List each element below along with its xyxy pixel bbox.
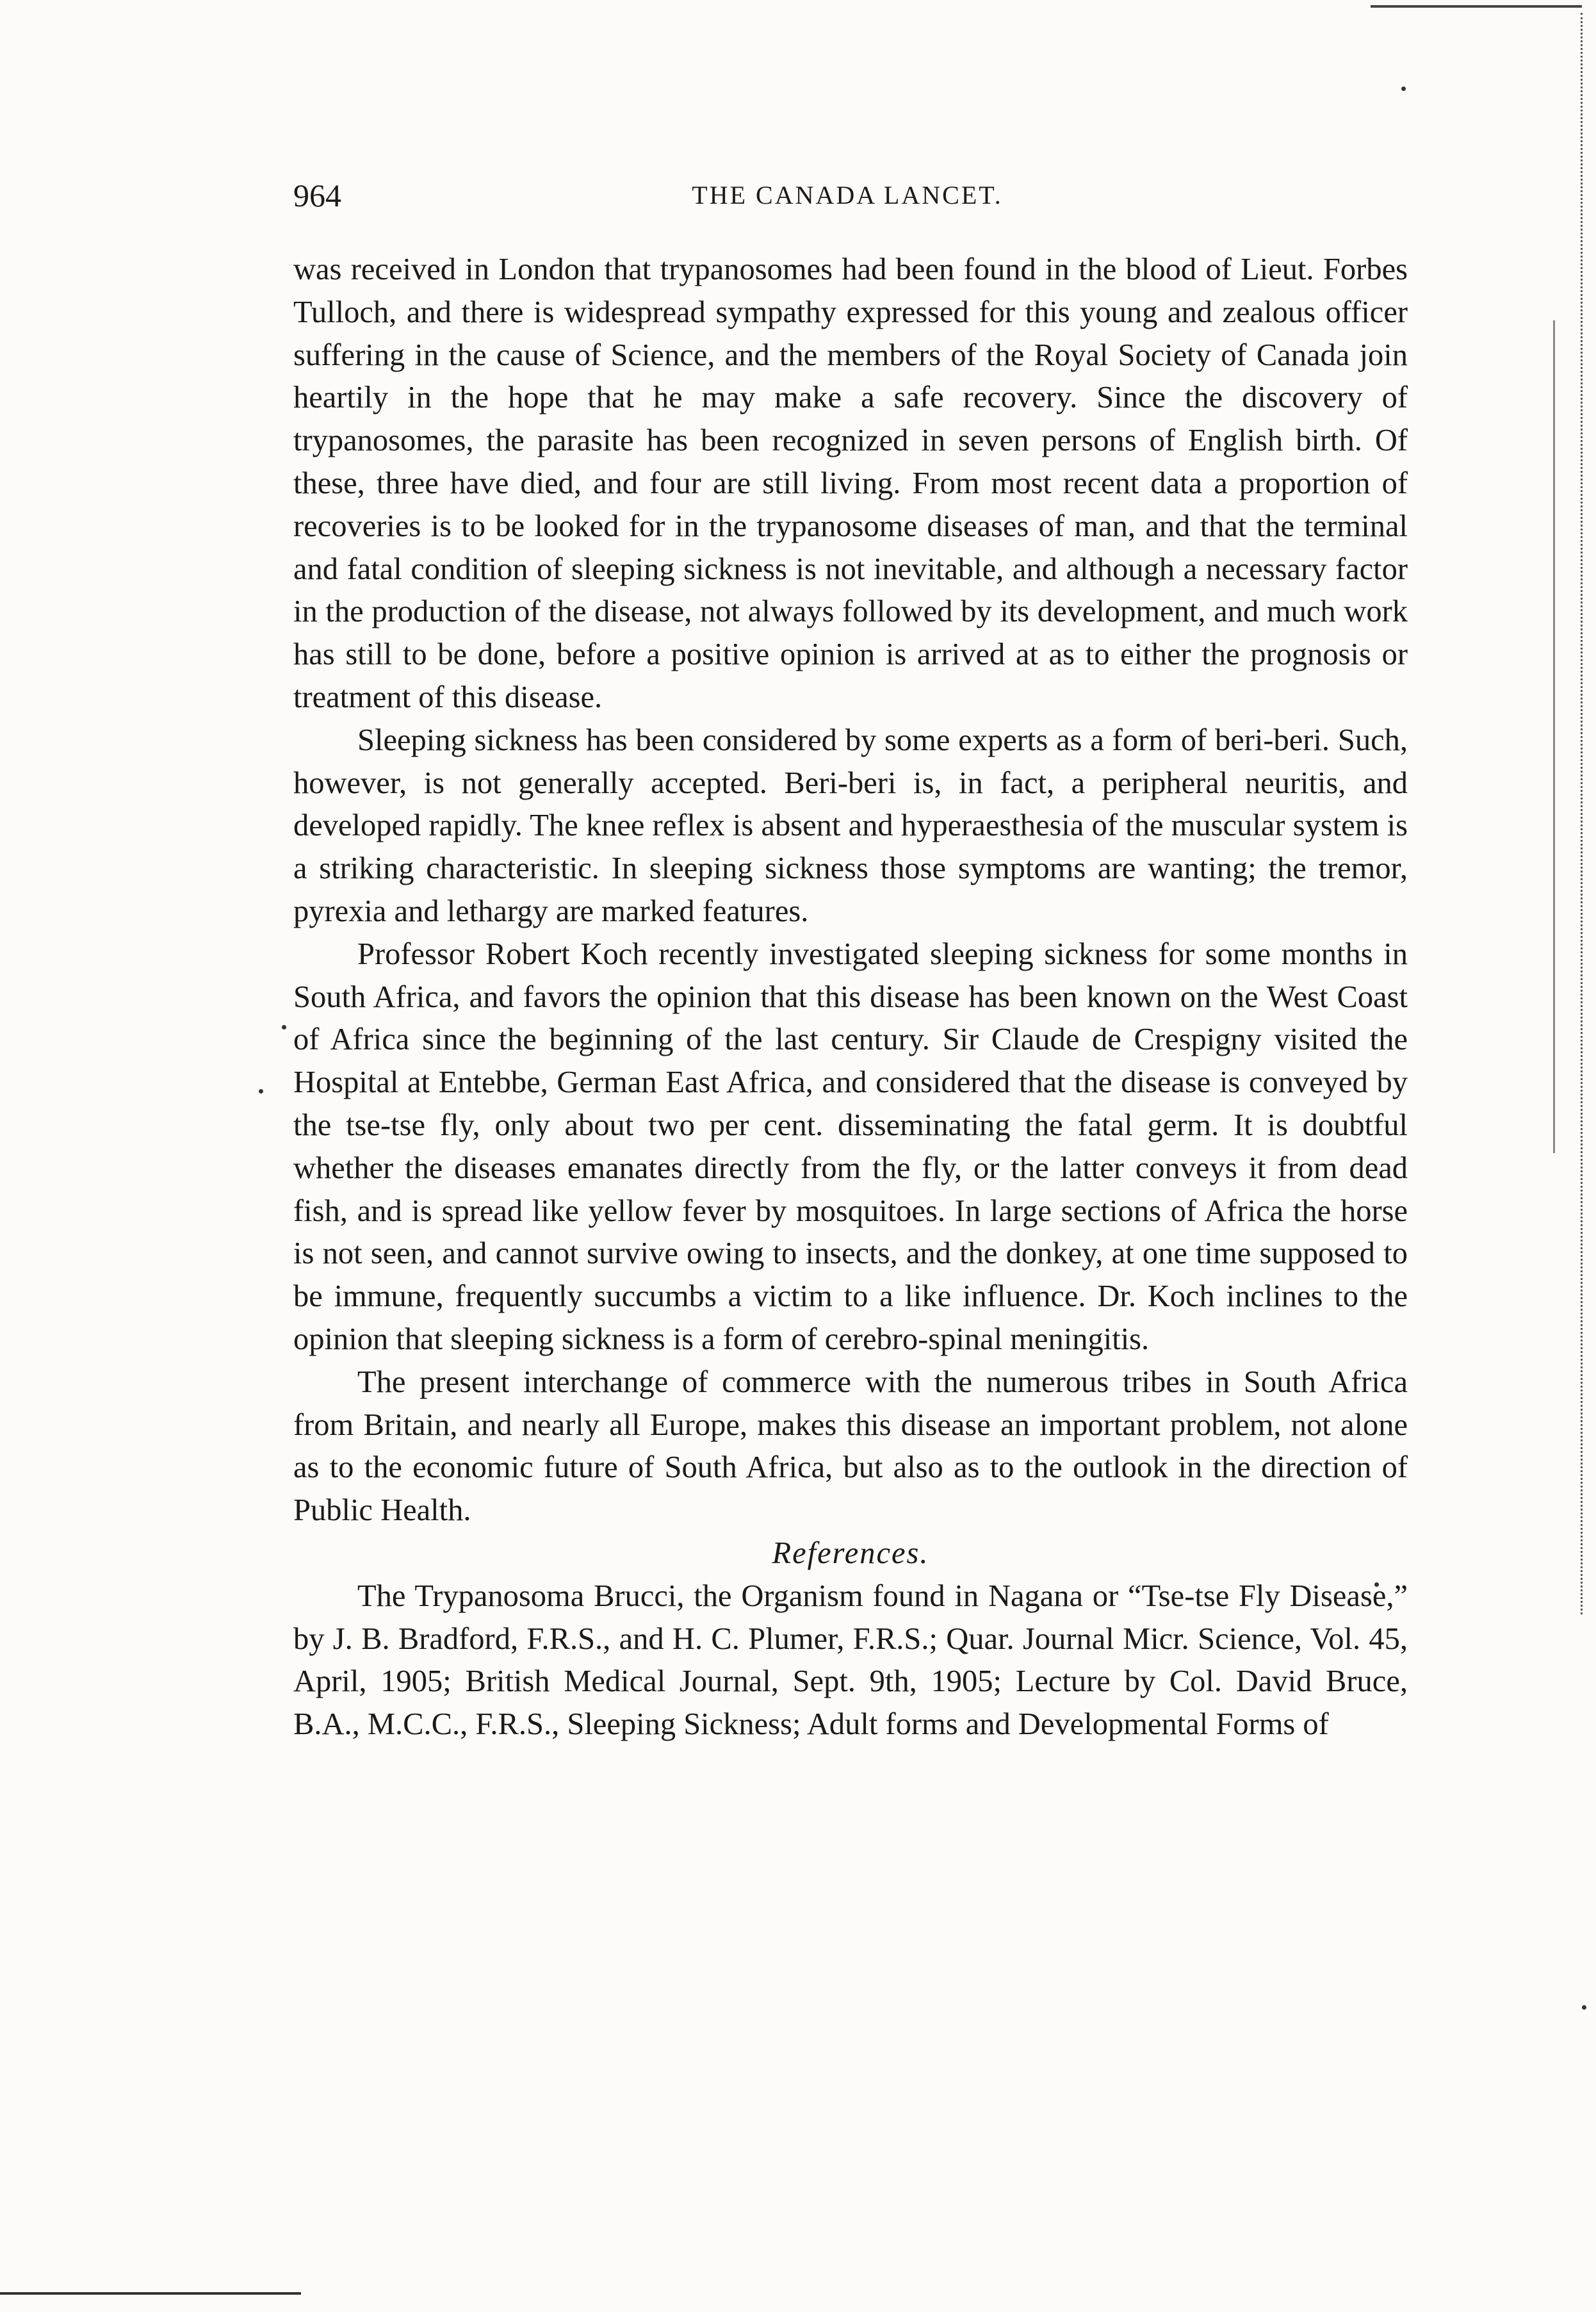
scan-edge-line-right — [1581, 13, 1583, 1614]
paragraph: Professor Robert Koch recently investigated sleeping sickness for some months in South Africa, and favors the opinion that this disease has been known on the West Coast of Africa since the beginning of the last century. Sir Claude de Crespigny visited the Hospital at Entebbe, German East Africa, and considered that the disease is conveyed by the tse-tse fly, only about two per cent. disseminating the fatal germ. It is doubtful whether the diseases emanates directly from the fly, or the latter conveys it from dead fish, and is spread like yellow fever by mosquitoes. In large sections of Africa the horse is not seen, and cannot survive owing to insects, and the donkey, at one time supposed to be immune, frequently succumbs a victim to a like influence. Dr. Koch inclines to the opinion that sleeping sickness is a form of cerebro-spinal meningitis. — [293, 937, 1408, 1356]
speck-mark — [1401, 86, 1406, 91]
scan-edge-line-bottom — [0, 2292, 301, 2295]
references-heading: References. — [772, 1536, 929, 1570]
speck-mark — [259, 1089, 263, 1094]
body-text — [293, 249, 1408, 1746]
references-entry: The Trypanosoma Brucci, the Organism found in Nagana or “Tse-tse Fly Disease,” by J. B. Bradford, F.R.S., and H. C. Plumer, F.R.S.; Quar. Journal Micr. Science, Vol. 45, April, 1905; British Medical Journal, Sept. 9th, 1905; Lecture by Col. David Bruce, B.A., M.C.C., F.R.S., Sleeping Sickness; Adult forms and Developmental Forms of — [293, 1578, 1408, 1742]
running-head: THE CANADA LANCET. — [692, 181, 1003, 209]
paragraph: The present interchange of commerce with the numerous tribes in South Africa from Britain, and nearly all Europe, makes this disease an important problem, not alone as to the economic future of South Africa, but also as to the outlook in the direction of Public Health. — [293, 1365, 1408, 1528]
page-number: 964 — [293, 177, 341, 213]
paragraph: Sleeping sickness has been considered by some experts as a form of beri-beri. Such, however, is not generally accepted. Beri-beri is, in fact, a peripheral neuritis, and developed rapidly. The knee reflex is absent and hyperaesthesia of the muscular system is a striking characteristic. In sleeping sickness those symptoms are wanting; the tremor, pyrexia and lethargy are marked features. — [293, 723, 1408, 928]
paragraph: was received in London that trypanosomes had been found in the blood of Lieut. Forbes Tulloch, and there is widespread sympathy expressed for this young and zealous officer suffering in the cause of Science, and the members of the Royal Society of Canada join heartily in the hope that he may make a safe recovery. Since the discovery of trypanosomes, the parasite has been recognized in seven persons of English birth. Of these, three have died, and four are still living. From most recent data a proportion of recoveries is to be looked for in the trypanosome diseases of man, and that the terminal and fatal condition of sleeping sickness is not inevitable, and although a necessary factor in the production of the disease, not always followed by its development, and much work has still to be done, before a positive opinion is arrived at as to either the prognosis or treatment of this disease. — [293, 252, 1408, 714]
scan-edge-line-right-inner — [1553, 320, 1555, 1153]
speck-mark — [282, 1025, 286, 1029]
scan-edge-line-top — [1371, 5, 1582, 8]
speck-mark — [1582, 2005, 1586, 2010]
page-header — [293, 173, 1401, 218]
